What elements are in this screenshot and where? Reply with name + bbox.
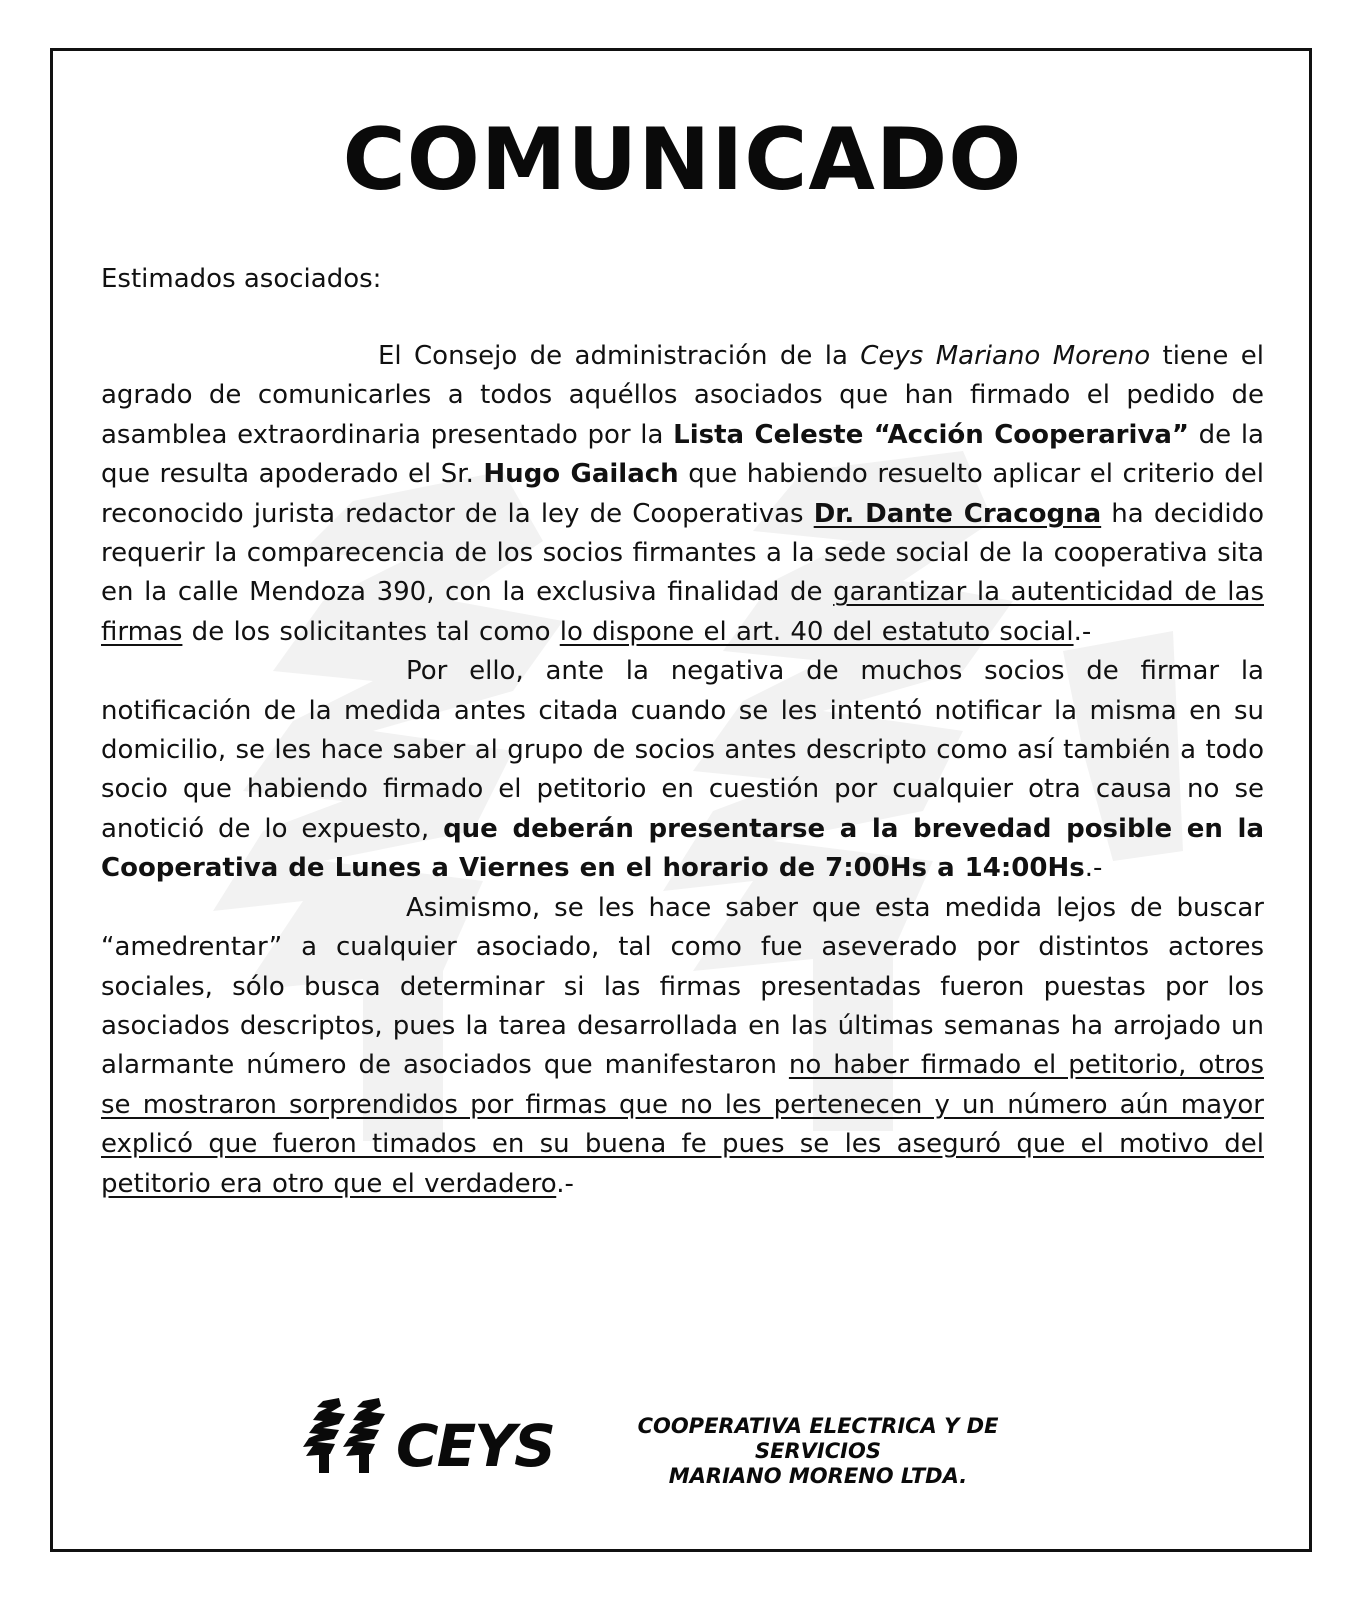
paragraph-1 <box>101 337 1264 652</box>
document-body <box>101 337 1264 1204</box>
paragraph-1-text: .- <box>1073 616 1092 647</box>
paragraph-1-text: de la que resulta apoderado el Sr. <box>101 419 1264 490</box>
paragraph-3-text: .- <box>556 1168 574 1199</box>
schedule-notice-bold: que deberán presentarse a la brevedad posible en la Cooperativa de Lunes a Viernes en el horario de 7:00Hs a 14:00Hs <box>101 813 1264 884</box>
underlined-phrase: lo dispone el art. 40 del estatuto social <box>559 616 1074 647</box>
document-frame <box>50 48 1312 1552</box>
footer <box>53 1396 1309 1486</box>
paragraph-1-text: ha decidido requerir la comparecencia de los socios firmantes a la sede social de la cooperativa sita en la calle Mendoza 390, con la exclusiva finalidad de <box>101 498 1264 608</box>
cooperative-name-line-1: COOPERATIVA ELECTRICA Y DE SERVICIOS <box>637 1414 999 1463</box>
svg-text:CEYS: CEYS <box>396 1412 554 1480</box>
paragraph-1-text: El Consejo de administración de la <box>378 341 861 371</box>
cooperative-name <box>588 1414 1048 1489</box>
ceys-tree-logo-icon <box>301 1396 561 1486</box>
list-name-bold: Lista Celeste “Acción Cooperariva” <box>673 419 1189 450</box>
paragraph-3-text: Asimismo, se les hace saber que esta medida lejos de buscar “amedrentar” a cualquier asociado, tal como fue aseverado por distintos actores sociales, sólo busca determinar si las firmas presentadas fueron puestas por los asociados descriptos, pues la tarea desarrollada en las últimas semanas ha arrojado un alarmante número de asociados que manifestaron <box>101 892 1264 1081</box>
page-title: COMUNICADO <box>342 110 1023 210</box>
jurist-name-bold-underlined: Dr. Dante Cracogna <box>813 498 1102 529</box>
paragraph-3 <box>101 889 1264 1204</box>
paragraph-1-text: tiene el agrado de comunicarles a todos aquéllos asociados que han firmado el pedido de asamblea extraordinaria presentado por la <box>101 341 1264 450</box>
cooperative-name-line-2: MARIANO MORENO LTDA. <box>668 1464 968 1488</box>
paragraph-2-text: .- <box>1084 853 1103 884</box>
greeting: Estimados asociados: <box>101 264 382 294</box>
paragraph-2-text: Por ello, ante la negativa de muchos socios de firmar la notificación de la medida antes citada cuando se les intentó notificar la misma en su domicilio, se les hace saber al grupo de socios antes descripto como así también a todo socio que habiendo firmado el petitorio en cuestión por cualquier otra causa no se anotició de lo expuesto, <box>101 656 1264 844</box>
paragraph-1-text: de los solicitantes tal como <box>182 616 560 647</box>
cooperative-name-italic: Ceys Mariano Moreno <box>860 341 1151 371</box>
paragraph-1-text: que habiendo resuelto aplicar el criterio del reconocido jurista redactor de la ley de Cooperativas <box>101 459 1264 529</box>
underlined-phrase: garantizar la autenticidad de las firmas <box>101 577 1264 647</box>
paragraph-2 <box>101 652 1264 888</box>
underlined-phrase: no haber firmado el petitorio, otros se mostraron sorprendidos por firmas que no les pertenecen y un número aún mayor explicó que fueron timados en su buena fe pues se les aseguró que el motivo del petitorio era otro que el verdadero <box>101 1050 1264 1199</box>
representative-name-bold: Hugo Gailach <box>483 459 679 490</box>
document-content <box>101 51 1264 1204</box>
